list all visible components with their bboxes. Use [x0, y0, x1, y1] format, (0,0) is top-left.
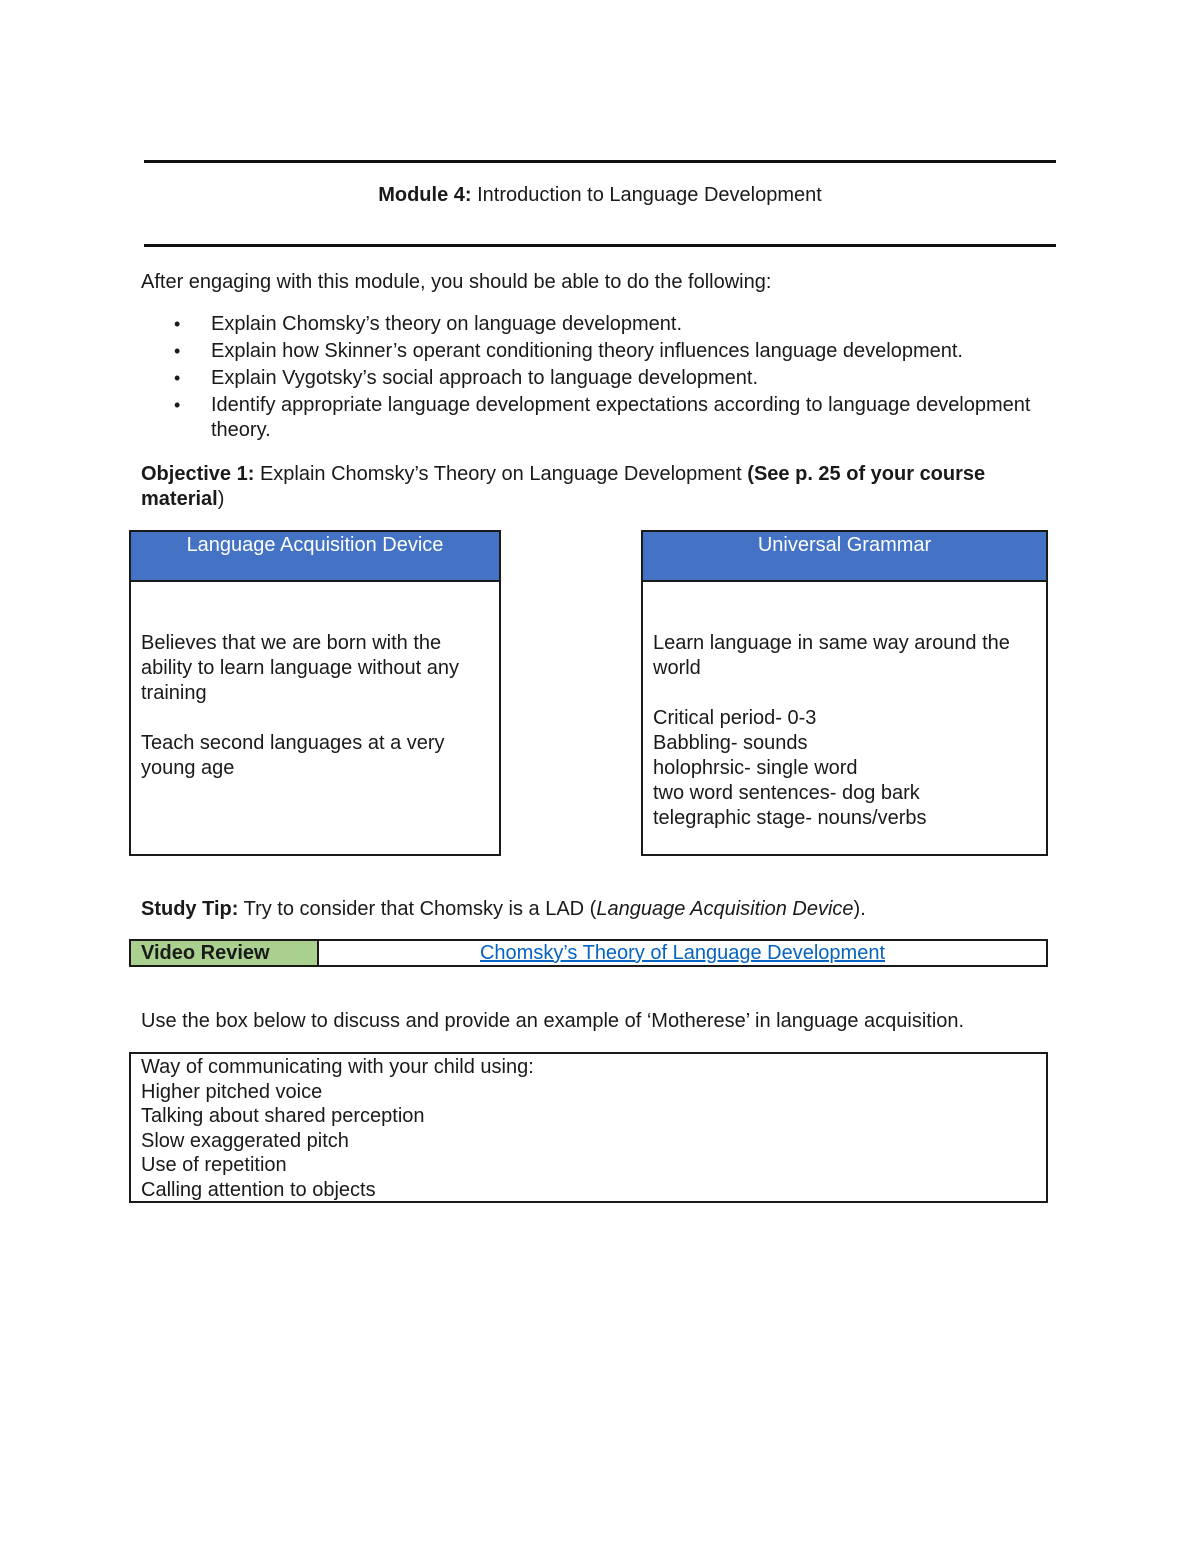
- intro-text: After engaging with this module, you should be able to do the following:: [141, 271, 772, 293]
- answer-line: Use of repetition: [141, 1154, 287, 1176]
- module-title-text: Introduction to Language Development: [477, 184, 822, 206]
- answer-line: Way of communicating with your child using:: [141, 1056, 534, 1078]
- ug-box-body[interactable]: [643, 582, 1046, 831]
- lad-paragraph-2: Teach second languages at a very young age: [141, 732, 445, 779]
- study-tip-italic: Language Acquisition Device: [596, 898, 854, 920]
- lad-box-title: Language Acquisition Device: [131, 532, 499, 582]
- study-tip-label: Study Tip:: [141, 898, 239, 920]
- ug-box-title: Universal Grammar: [643, 532, 1046, 582]
- objective-1-close: ): [217, 488, 225, 510]
- module-title: [144, 184, 1056, 207]
- ug-line: two word sentences- dog bark: [653, 782, 920, 804]
- objective-1-reference: (See p. 25 of your course material: [141, 463, 986, 510]
- study-tip: [141, 898, 866, 921]
- ug-box: [641, 530, 1048, 856]
- list-item: [141, 366, 1041, 391]
- objectives-list: [141, 312, 1041, 445]
- objective-text: Explain how Skinner’s operant conditioning theory influences language development.: [211, 340, 963, 362]
- objective-1-text: Explain Chomsky’s Theory on Language Development: [259, 463, 742, 485]
- motherese-prompt: Use the box below to discuss and provide an example of ‘Motherese’ in language acquisition.: [141, 1010, 965, 1032]
- list-item: [141, 339, 1041, 364]
- lad-box-body[interactable]: [131, 582, 499, 781]
- ug-line: telegraphic stage- nouns/verbs: [653, 807, 927, 829]
- motherese-answer-box[interactable]: [129, 1052, 1048, 1203]
- bullet-icon: •: [174, 314, 181, 334]
- study-tip-text: Try to consider that Chomsky is a LAD (: [243, 898, 597, 920]
- module-label: Module 4:: [378, 184, 472, 206]
- objective-1-label: Objective 1:: [141, 463, 255, 485]
- video-review-table: [129, 939, 1048, 967]
- video-review-link-cell: [319, 941, 1046, 965]
- lad-box: [129, 530, 501, 856]
- objective-1-heading: [141, 462, 1056, 512]
- ug-line: holophrsic- single word: [653, 757, 858, 779]
- objective-text: Identify appropriate language development expectations according to language development theory.: [211, 394, 1031, 441]
- lad-paragraph-1: Believes that we are born with the ability to learn language without any training: [141, 632, 459, 704]
- objective-text: Explain Vygotsky’s social approach to language development.: [211, 367, 759, 389]
- answer-line: Slow exaggerated pitch: [141, 1129, 349, 1152]
- list-item: [141, 312, 1041, 337]
- ug-line: Critical period- 0-3: [653, 707, 817, 729]
- bullet-icon: •: [174, 341, 181, 361]
- ug-paragraph-1: Learn language in same way around the world: [653, 632, 1010, 679]
- study-tip-end: ).: [853, 898, 866, 920]
- bullet-icon: •: [174, 395, 181, 415]
- answer-line: Higher pitched voice: [141, 1080, 323, 1103]
- ug-line: Babbling- sounds: [653, 732, 808, 754]
- answer-line: Calling attention to objects: [141, 1178, 376, 1201]
- video-review-label: Video Review: [131, 941, 319, 965]
- list-item: [141, 393, 1041, 443]
- top-divider: [144, 160, 1056, 163]
- bottom-divider: [144, 244, 1056, 247]
- video-review-link[interactable]: Chomsky’s Theory of Language Development: [479, 942, 886, 964]
- answer-line: Talking about shared perception: [141, 1105, 425, 1127]
- objective-text: Explain Chomsky’s theory on language development.: [211, 313, 683, 335]
- bullet-icon: •: [174, 368, 181, 388]
